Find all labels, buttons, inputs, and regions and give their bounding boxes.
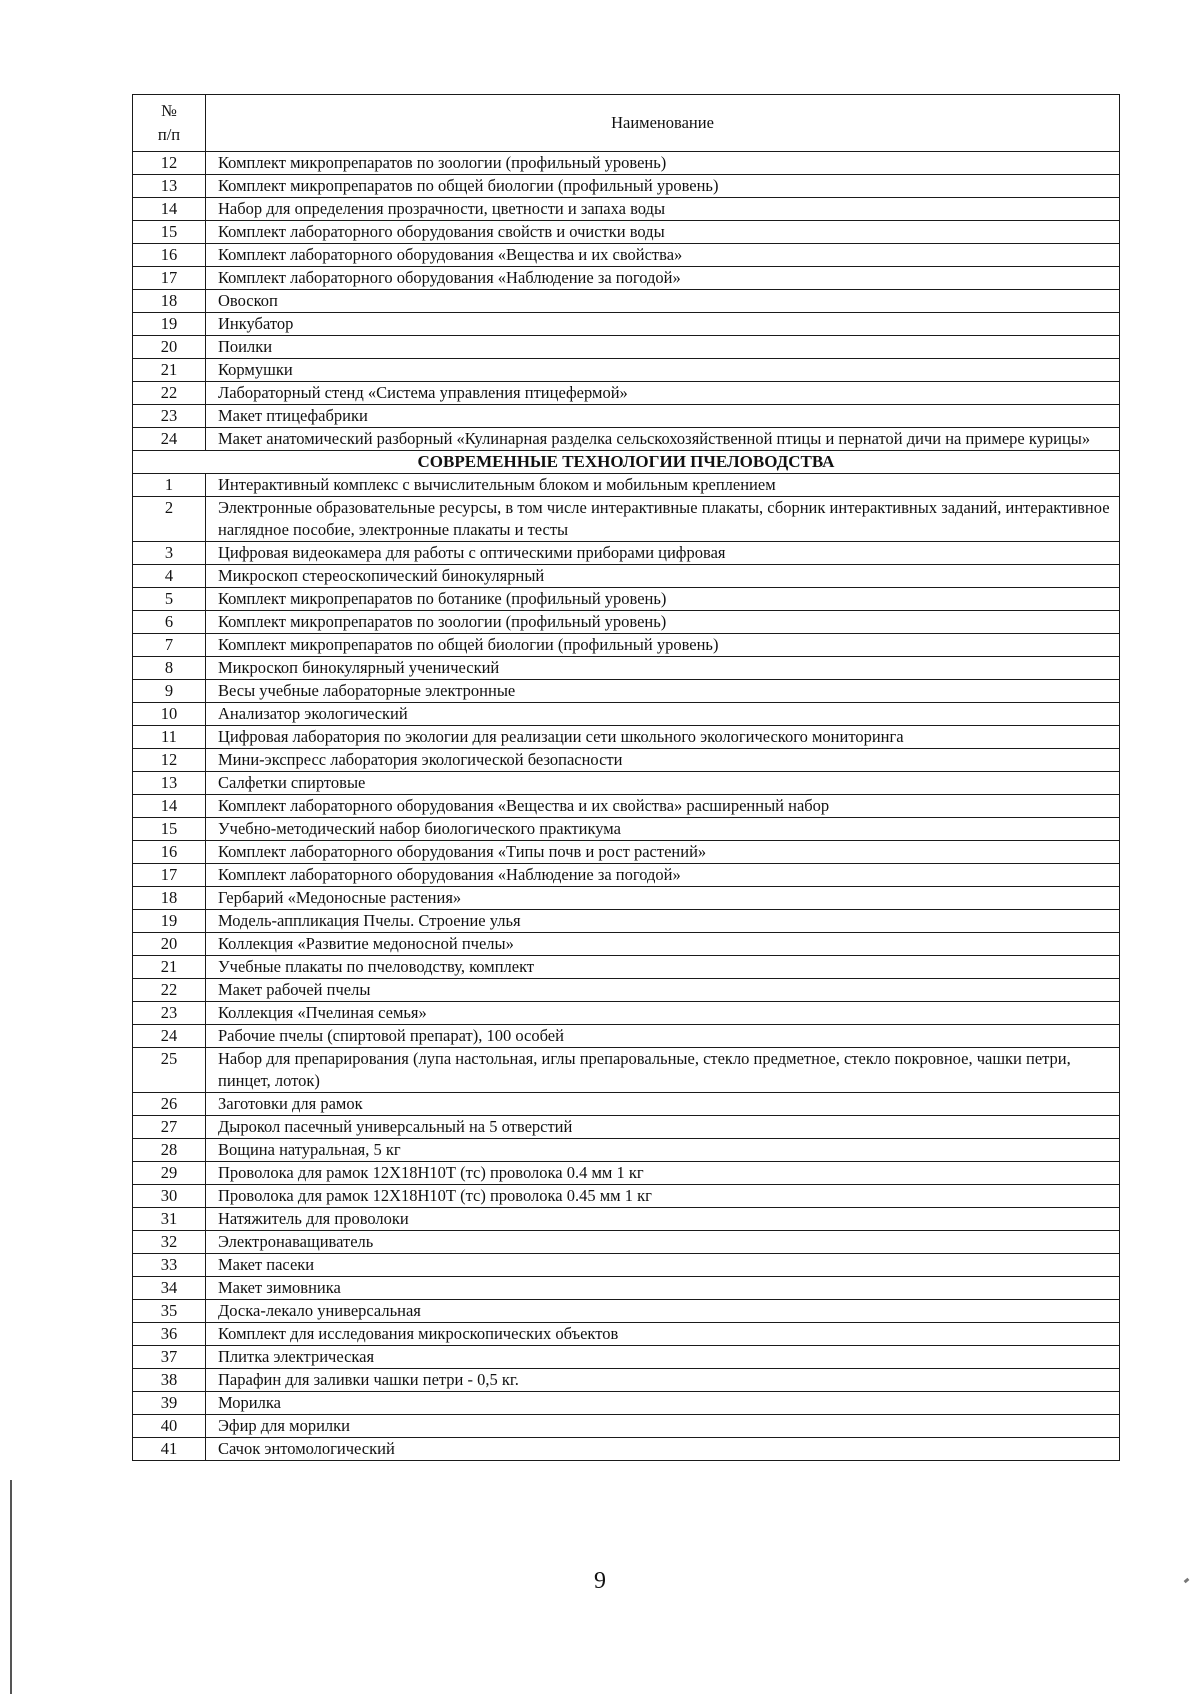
table-row: [133, 749, 1120, 772]
table-row: [133, 1438, 1120, 1461]
row-number: 38: [133, 1369, 206, 1392]
row-number: 8: [133, 657, 206, 680]
table-row: [133, 313, 1120, 336]
row-number: 20: [133, 933, 206, 956]
row-item-name: Электронные образовательные ресурсы, в том числе интерактивные плакаты, сборник интерактивных заданий, интерактивное наглядное пособие, электронные плакаты и тесты: [206, 497, 1120, 542]
row-number: 16: [133, 841, 206, 864]
row-number: 26: [133, 1093, 206, 1116]
row-item-name: Мини-экспресс лаборатория экологической безопасности: [206, 749, 1120, 772]
row-item-name: Морилка: [206, 1392, 1120, 1415]
table-row: [133, 198, 1120, 221]
table-row: [133, 726, 1120, 749]
row-item-name: Цифровая лаборатория по экологии для реализации сети школьного экологического мониторинга: [206, 726, 1120, 749]
row-item-name: Эфир для морилки: [206, 1415, 1120, 1438]
row-item-name: Макет рабочей пчелы: [206, 979, 1120, 1002]
row-item-name: Учебно-методический набор биологического практикума: [206, 818, 1120, 841]
table-row: [133, 405, 1120, 428]
row-number: 24: [133, 1025, 206, 1048]
section-title: СОВРЕМЕННЫЕ ТЕХНОЛОГИИ ПЧЕЛОВОДСТВА: [133, 451, 1120, 474]
row-number: 18: [133, 887, 206, 910]
row-item-name: Комплект лабораторного оборудования «Типы почв и рост растений»: [206, 841, 1120, 864]
row-item-name: Набор для определения прозрачности, цветности и запаха воды: [206, 198, 1120, 221]
table-row: [133, 221, 1120, 244]
row-item-name: Рабочие пчелы (спиртовой препарат), 100 особей: [206, 1025, 1120, 1048]
row-item-name: Натяжитель для проволоки: [206, 1208, 1120, 1231]
table-row: [133, 267, 1120, 290]
row-number: 9: [133, 680, 206, 703]
row-number: 28: [133, 1139, 206, 1162]
row-number: 32: [133, 1231, 206, 1254]
table-row: [133, 634, 1120, 657]
header-number-cell: [133, 95, 206, 152]
row-number: 6: [133, 611, 206, 634]
table-row: [133, 1139, 1120, 1162]
table-row: [133, 1300, 1120, 1323]
row-item-name: Модель-аппликация Пчелы. Строение улья: [206, 910, 1120, 933]
table-row: [133, 1116, 1120, 1139]
row-number: 19: [133, 910, 206, 933]
row-number: 12: [133, 749, 206, 772]
row-number: 37: [133, 1346, 206, 1369]
scan-margin-line: [10, 1480, 12, 1694]
table-row: [133, 497, 1120, 542]
row-item-name: Комплект микропрепаратов по зоологии (профильный уровень): [206, 152, 1120, 175]
table-row: [133, 1277, 1120, 1300]
row-number: 5: [133, 588, 206, 611]
table-row: [133, 1231, 1120, 1254]
row-item-name: Салфетки спиртовые: [206, 772, 1120, 795]
row-item-name: Макет птицефабрики: [206, 405, 1120, 428]
row-item-name: Комплект лабораторного оборудования «Наблюдение за погодой»: [206, 864, 1120, 887]
row-number: 21: [133, 359, 206, 382]
table-row: [133, 290, 1120, 313]
row-item-name: Микроскоп стереоскопический бинокулярный: [206, 565, 1120, 588]
row-number: 33: [133, 1254, 206, 1277]
table-row: [133, 1093, 1120, 1116]
row-item-name: Дырокол пасечный универсальный на 5 отверстий: [206, 1116, 1120, 1139]
row-item-name: Коллекция «Развитие медоносной пчелы»: [206, 933, 1120, 956]
table-row: [133, 359, 1120, 382]
row-item-name: Комплект лабораторного оборудования свойств и очистки воды: [206, 221, 1120, 244]
row-number: 25: [133, 1048, 206, 1093]
table-row: [133, 1415, 1120, 1438]
row-number: 29: [133, 1162, 206, 1185]
row-number: 17: [133, 267, 206, 290]
row-item-name: Парафин для заливки чашки петри - 0,5 кг.: [206, 1369, 1120, 1392]
row-number: 2: [133, 497, 206, 542]
table-row: [133, 841, 1120, 864]
row-number: 10: [133, 703, 206, 726]
row-item-name: Проволока для рамок 12Х18Н10Т (тс) проволока 0.4 мм 1 кг: [206, 1162, 1120, 1185]
row-number: 34: [133, 1277, 206, 1300]
table-row: [133, 1392, 1120, 1415]
table-row: [133, 428, 1120, 451]
table-row: [133, 933, 1120, 956]
table-row: [133, 1254, 1120, 1277]
table-row: [133, 956, 1120, 979]
table-row: [133, 1369, 1120, 1392]
row-number: 18: [133, 290, 206, 313]
table-row: [133, 1346, 1120, 1369]
table-row: [133, 611, 1120, 634]
row-number: 14: [133, 198, 206, 221]
row-number: 40: [133, 1415, 206, 1438]
equipment-table: [132, 94, 1120, 1461]
table-row: [133, 703, 1120, 726]
row-item-name: Цифровая видеокамера для работы с оптическими приборами цифровая: [206, 542, 1120, 565]
table-row: [133, 1025, 1120, 1048]
row-item-name: Интерактивный комплекс с вычислительным блоком и мобильным креплением: [206, 474, 1120, 497]
row-number: 13: [133, 772, 206, 795]
table-row: [133, 864, 1120, 887]
table-row: [133, 1208, 1120, 1231]
table-row: [133, 1185, 1120, 1208]
row-number: 22: [133, 382, 206, 405]
row-item-name: Комплект для исследования микроскопических объектов: [206, 1323, 1120, 1346]
row-number: 22: [133, 979, 206, 1002]
table-row: [133, 336, 1120, 359]
table-row: [133, 818, 1120, 841]
row-number: 16: [133, 244, 206, 267]
table-row: [133, 1048, 1120, 1093]
row-item-name: Овоскоп: [206, 290, 1120, 313]
row-number: 19: [133, 313, 206, 336]
row-number: 20: [133, 336, 206, 359]
table-row: [133, 657, 1120, 680]
row-number: 11: [133, 726, 206, 749]
row-number: 3: [133, 542, 206, 565]
row-item-name: Набор для препарирования (лупа настольная, иглы препаровальные, стекло предметное, стекло покровное, чашки петри, пинцет, лоток): [206, 1048, 1120, 1093]
row-item-name: Лабораторный стенд «Система управления птицефермой»: [206, 382, 1120, 405]
section-row: [133, 451, 1120, 474]
table-row: [133, 680, 1120, 703]
table-row: [133, 979, 1120, 1002]
table-row: [133, 175, 1120, 198]
row-number: 14: [133, 795, 206, 818]
row-number: 15: [133, 818, 206, 841]
row-item-name: Поилки: [206, 336, 1120, 359]
table-row: [133, 474, 1120, 497]
row-number: 21: [133, 956, 206, 979]
row-number: 4: [133, 565, 206, 588]
row-item-name: Макет анатомический разборный «Кулинарная разделка сельскохозяйственной птицы и пернатой дичи на примере курицы»: [206, 428, 1120, 451]
row-number: 24: [133, 428, 206, 451]
header-name-cell: Наименование: [206, 95, 1120, 152]
table-row: [133, 1002, 1120, 1025]
page-number: 9: [594, 1568, 606, 1594]
row-number: 31: [133, 1208, 206, 1231]
table-row: [133, 910, 1120, 933]
table-row: [133, 1162, 1120, 1185]
row-item-name: Комплект микропрепаратов по зоологии (профильный уровень): [206, 611, 1120, 634]
row-number: 12: [133, 152, 206, 175]
row-item-name: Инкубатор: [206, 313, 1120, 336]
row-item-name: Электронаващиватель: [206, 1231, 1120, 1254]
header-number-symbol: №: [161, 101, 177, 120]
row-item-name: Плитка электрическая: [206, 1346, 1120, 1369]
table-row: [133, 887, 1120, 910]
table-row: [133, 1323, 1120, 1346]
table-header-row: [133, 95, 1120, 152]
row-item-name: Макет пасеки: [206, 1254, 1120, 1277]
row-number: 39: [133, 1392, 206, 1415]
row-number: 17: [133, 864, 206, 887]
table-row: [133, 795, 1120, 818]
table-body: [133, 152, 1120, 1461]
row-item-name: Кормушки: [206, 359, 1120, 382]
row-number: 23: [133, 405, 206, 428]
row-number: 1: [133, 474, 206, 497]
row-number: 27: [133, 1116, 206, 1139]
row-item-name: Сачок энтомологический: [206, 1438, 1120, 1461]
header-number-abbrev: п/п: [157, 125, 181, 144]
row-number: 7: [133, 634, 206, 657]
table-row: [133, 542, 1120, 565]
table-row: [133, 152, 1120, 175]
table-row: [133, 565, 1120, 588]
row-number: 23: [133, 1002, 206, 1025]
table-row: [133, 772, 1120, 795]
row-item-name: Коллекция «Пчелиная семья»: [206, 1002, 1120, 1025]
row-item-name: Комплект микропрепаратов по общей биологии (профильный уровень): [206, 634, 1120, 657]
row-item-name: Вощина натуральная, 5 кг: [206, 1139, 1120, 1162]
row-number: 15: [133, 221, 206, 244]
row-item-name: Заготовки для рамок: [206, 1093, 1120, 1116]
row-item-name: Доска-лекало универсальная: [206, 1300, 1120, 1323]
row-item-name: Макет зимовника: [206, 1277, 1120, 1300]
row-item-name: Гербарий «Медоносные растения»: [206, 887, 1120, 910]
row-item-name: Комплект лабораторного оборудования «Наблюдение за погодой»: [206, 267, 1120, 290]
row-number: 35: [133, 1300, 206, 1323]
row-number: 41: [133, 1438, 206, 1461]
row-item-name: Комплект лабораторного оборудования «Вещества и их свойства»: [206, 244, 1120, 267]
row-item-name: Комплект микропрепаратов по ботанике (профильный уровень): [206, 588, 1120, 611]
row-item-name: Учебные плакаты по пчеловодству, комплект: [206, 956, 1120, 979]
table-row: [133, 244, 1120, 267]
row-number: 36: [133, 1323, 206, 1346]
row-number: 30: [133, 1185, 206, 1208]
row-item-name: Весы учебные лабораторные электронные: [206, 680, 1120, 703]
table-row: [133, 382, 1120, 405]
table-row: [133, 588, 1120, 611]
row-item-name: Комплект микропрепаратов по общей биологии (профильный уровень): [206, 175, 1120, 198]
row-item-name: Проволока для рамок 12Х18Н10Т (тс) проволока 0.45 мм 1 кг: [206, 1185, 1120, 1208]
row-item-name: Комплект лабораторного оборудования «Вещества и их свойства» расширенный набор: [206, 795, 1120, 818]
row-number: 13: [133, 175, 206, 198]
row-item-name: Микроскоп бинокулярный ученический: [206, 657, 1120, 680]
row-item-name: Анализатор экологический: [206, 703, 1120, 726]
